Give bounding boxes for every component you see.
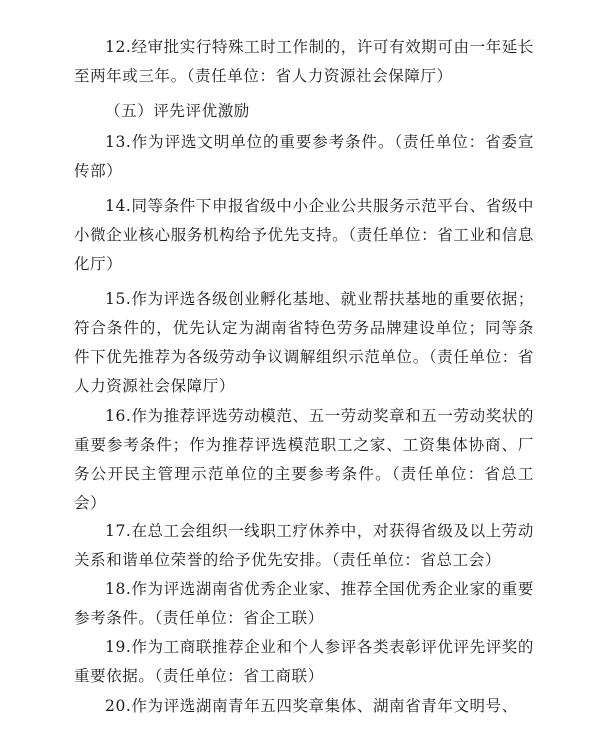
paragraph-item-13: 13.作为评选文明单位的重要参考条件。（责任单位：省委宣传部）	[74, 133, 534, 180]
paragraph-item-20: 20.作为评选湖南青年五四奖章集体、湖南省青年文明号、	[105, 697, 518, 715]
paragraph-item-14: 14.同等条件下申报省级中小企业公共服务示范平台、省级中小微企业核心服务机构给予优先支持。（责任单位：省工业和信息化厅）	[74, 197, 534, 273]
paragraph-item-18: 18.作为评选湖南省优秀企业家、推荐全国优秀企业家的重要参考条件。（责任单位：省企工联）	[74, 580, 534, 627]
section-heading-5: （五）评先评优激励	[105, 102, 250, 120]
paragraph-item-15: 15.作为评选各级创业孵化基地、就业帮扶基地的重要依据；符合条件的，优先认定为湖南省特色劳务品牌建设单位；同等条件下优先推荐为各级劳动争议调解组织示范单位。（责任单位：省人力资源社会保障厅）	[74, 290, 534, 395]
paragraph-item-12: 12.经审批实行特殊工时工作制的，许可有效期可由一年延长至两年或三年。（责任单位：省人力资源社会保障厅）	[74, 38, 534, 85]
paragraph-item-16: 16.作为推荐评选劳动模范、五一劳动奖章和五一劳动奖状的重要参考条件；作为推荐评选模范职工之家、工资集体协商、厂务公开民主管理示范单位的主要参考条件。（责任单位：省总工会）	[74, 407, 534, 512]
paragraph-item-19: 19.作为工商联推荐企业和个人参评各类表彰评优评先评奖的重要依据。（责任单位：省工商联）	[74, 638, 534, 685]
paragraph-item-17: 17.在总工会组织一线职工疗休养中，对获得省级及以上劳动关系和谐单位荣誉的给予优先安排。（责任单位：省总工会）	[74, 522, 534, 569]
